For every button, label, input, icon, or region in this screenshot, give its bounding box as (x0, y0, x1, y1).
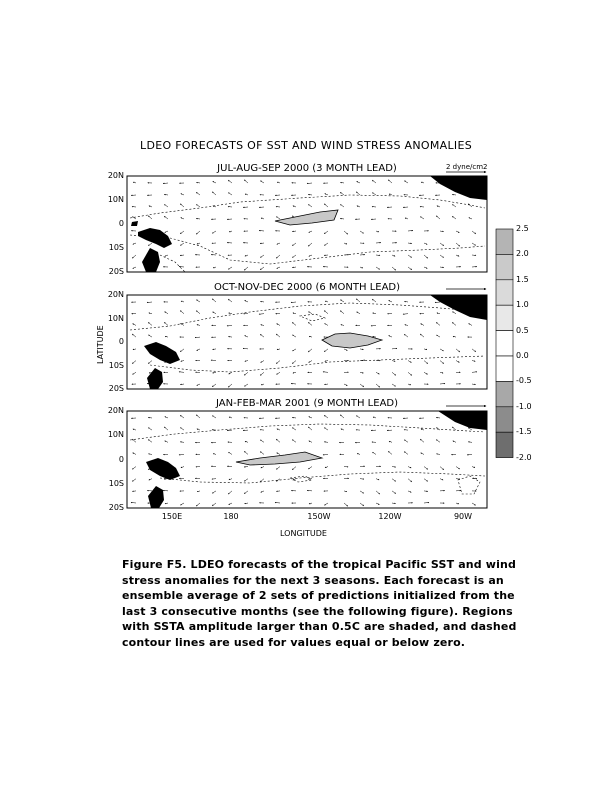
lat-tick-p1-2: 0 (118, 219, 124, 228)
x-axis-label: LONGITUDE (280, 529, 327, 538)
figure-caption (122, 557, 517, 650)
caption-line-1: Figure F5. LDEO forecasts of the tropical Pacific SST and wind (122, 558, 517, 571)
lon-tick-150w: 150W (307, 512, 331, 521)
colorbar-box-2.0-2.5 (496, 229, 513, 254)
colorbar-tick-4: 0.5 (516, 325, 529, 335)
colorbar-box-0.5-1.0 (496, 305, 513, 330)
caption-line-3: ensemble average of 2 sets of predictions initialized from the (122, 589, 515, 602)
colorbar-box-0.0-0.5 (496, 331, 513, 356)
colorbar-box-1.0-1.5 (496, 280, 513, 305)
lat-tick-p2-3: 10S (108, 360, 124, 370)
lon-tick-120w: 120W (378, 512, 402, 521)
colorbar-box-minus2.0-minus1.5 (496, 432, 513, 457)
panel-1-frame (127, 176, 487, 272)
lat-tick-p3-4: 20S (108, 503, 124, 512)
figure-title: LDEO FORECASTS OF SST AND WIND STRESS ANOMALIES (140, 139, 472, 152)
colorbar-tick-6: -0.5 (516, 376, 532, 386)
lon-tick-90w: 90W (453, 512, 473, 521)
lat-tick-p2-0: 20N (107, 290, 124, 299)
wind-scale-label: 2 dyne/cm2 (446, 163, 488, 171)
panel-2-map (127, 289, 487, 389)
colorbar-tick-1: 2.0 (516, 249, 529, 259)
lat-tick-p2-1: 10N (107, 313, 124, 323)
lat-tick-p2-4: 20S (108, 384, 124, 393)
colorbar-tick-9: -2.0 (516, 452, 532, 462)
colorbar-tick-0: 2.5 (516, 224, 529, 233)
lat-tick-p1-1: 10N (107, 195, 124, 204)
colorbar-tick-3: 1.0 (516, 300, 529, 310)
lat-tick-p2-2: 0 (118, 337, 124, 346)
caption-line-5: with SSTA amplitude larger than 0.5C are shaded, and dashed (122, 620, 517, 633)
colorbar-tick-8: -1.5 (516, 427, 532, 437)
panel-1-map (127, 172, 487, 272)
caption-line-2: stress anomalies for the next 3 seasons. Each forecast is an (122, 573, 504, 587)
colorbar-tick-2: 1.5 (516, 274, 529, 284)
lon-tick-180: 180 (223, 512, 239, 521)
y-axis-label: LATITUDE (96, 325, 105, 364)
panel-3-title: JAN-FEB-MAR 2001 (9 MONTH LEAD) (215, 398, 399, 409)
colorbar-tick-7: -1.0 (516, 401, 532, 411)
colorbar-box-minus1.5-minus1.0 (496, 407, 513, 432)
panel-1-title: JUL-AUG-SEP 2000 (3 MONTH LEAD) (217, 163, 397, 174)
panel-2-frame (127, 295, 487, 389)
caption-line-6: contour lines are used for values equal or below zero. (122, 635, 466, 649)
lat-tick-p1-4: 20S (108, 267, 124, 276)
lat-tick-p3-3: 10S (108, 478, 124, 488)
colorbar-box-minus1.0-minus0.5 (496, 381, 513, 406)
caption-line-4: last 3 consecutive months (see the following figure). Regions (122, 604, 513, 618)
lon-tick-150e: 150E (161, 512, 183, 521)
panel-2-title: OCT-NOV-DEC 2000 (6 MONTH LEAD) (213, 282, 401, 293)
lat-tick-p1-3: 10S (108, 243, 124, 252)
lat-tick-p3-2: 0 (118, 454, 124, 464)
panel-3-map (127, 406, 487, 508)
lat-tick-p1-0: 20N (107, 171, 124, 180)
lat-tick-p3-1: 10N (107, 430, 124, 440)
colorbar (496, 229, 513, 458)
lat-tick-p3-0: 20N (107, 406, 124, 415)
colorbar-box-minus0.5-0.0 (496, 356, 513, 381)
colorbar-box-1.5-2.0 (496, 254, 513, 279)
colorbar-tick-5: 0.0 (516, 351, 529, 360)
